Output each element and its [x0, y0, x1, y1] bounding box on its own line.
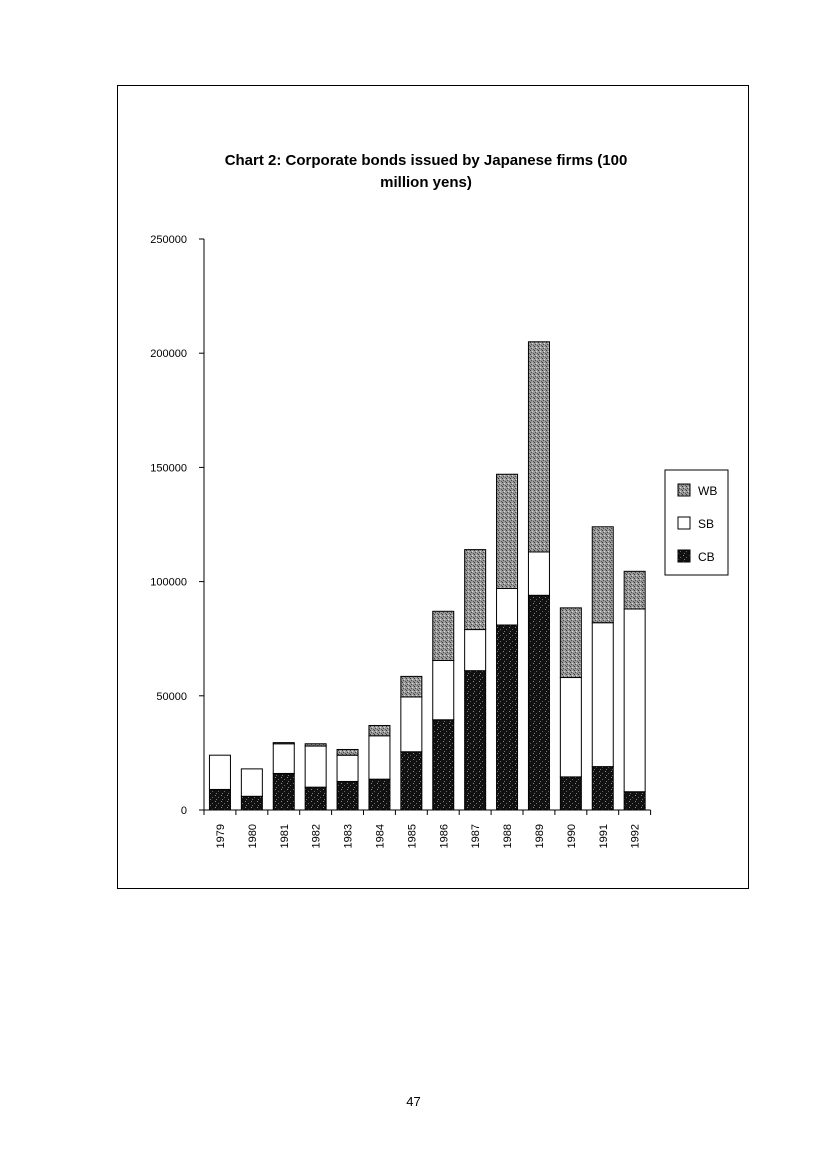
chart-title-line-1: Chart 2: Corporate bonds issued by Japanese firms (100 — [224, 152, 628, 169]
bar-sb-1982 — [305, 746, 326, 787]
bar-cb-1986 — [433, 720, 454, 810]
x-tick-label: 1989 — [533, 824, 546, 849]
legend-label-sb: SB — [698, 517, 715, 531]
bar-cb-1980 — [241, 796, 262, 810]
bar-cb-1988 — [497, 625, 518, 810]
bar-sb-1986 — [433, 660, 454, 719]
x-tick-label: 1986 — [438, 824, 451, 849]
bar-sb-1990 — [560, 678, 581, 777]
bar-wb-1991 — [592, 527, 613, 623]
bar-sb-1984 — [369, 736, 390, 779]
x-tick-label: 1987 — [470, 824, 483, 849]
x-tick-label: 1991 — [597, 824, 610, 849]
x-tick-label: 1992 — [629, 824, 642, 849]
bar-sb-1979 — [209, 755, 230, 789]
chart-frame — [117, 85, 749, 889]
bar-cb-1990 — [560, 777, 581, 810]
bar-sb-1988 — [497, 588, 518, 625]
bar-cb-1992 — [624, 792, 645, 810]
bar-cb-1979 — [209, 789, 230, 810]
bar-cb-1982 — [305, 787, 326, 810]
bar-sb-1983 — [337, 755, 358, 781]
y-tick-label: 250000 — [150, 234, 187, 246]
chart-title-line-2: million yens) — [380, 174, 472, 191]
legend-box — [665, 470, 728, 575]
plot-area — [150, 234, 650, 848]
bar-wb-1990 — [560, 608, 581, 678]
bar-cb-1987 — [465, 671, 486, 810]
bar-sb-1987 — [465, 630, 486, 671]
x-tick-label: 1983 — [342, 824, 355, 849]
bar-wb-1981 — [273, 743, 294, 744]
x-tick-label: 1980 — [246, 824, 259, 849]
bar-sb-1992 — [624, 609, 645, 792]
y-tick-label: 50000 — [156, 690, 187, 703]
bar-sb-1981 — [273, 744, 294, 774]
x-tick-label: 1988 — [502, 824, 515, 849]
legend-swatch-cb — [678, 550, 690, 562]
bar-wb-1989 — [528, 342, 549, 552]
page-number: 47 — [406, 1094, 421, 1109]
x-tick-label: 1982 — [310, 824, 323, 849]
x-tick-label: 1985 — [406, 824, 419, 849]
legend-label-cb: CB — [698, 550, 715, 564]
bar-cb-1985 — [401, 752, 422, 810]
legend-swatch-wb — [678, 484, 690, 496]
bar-cb-1991 — [592, 767, 613, 810]
legend-label-wb: WB — [698, 484, 718, 498]
legend-swatch-sb — [678, 517, 690, 529]
bar-sb-1991 — [592, 623, 613, 767]
bar-cb-1984 — [369, 779, 390, 810]
legend — [665, 470, 728, 575]
bar-sb-1989 — [528, 552, 549, 595]
bar-wb-1987 — [465, 550, 486, 630]
bar-wb-1992 — [624, 571, 645, 609]
bar-wb-1982 — [305, 744, 326, 746]
x-tick-label: 1990 — [565, 824, 578, 849]
x-tick-label: 1984 — [374, 824, 387, 849]
bar-cb-1983 — [337, 781, 358, 810]
bar-wb-1983 — [337, 749, 358, 755]
bar-cb-1989 — [528, 595, 549, 810]
chart — [118, 86, 750, 890]
y-tick-label: 200000 — [150, 348, 187, 361]
bar-sb-1980 — [241, 769, 262, 796]
bar-cb-1981 — [273, 773, 294, 810]
y-tick-label: 150000 — [150, 462, 187, 475]
bar-sb-1985 — [401, 697, 422, 752]
bar-wb-1984 — [369, 725, 390, 735]
bar-wb-1985 — [401, 676, 422, 697]
bar-wb-1986 — [433, 611, 454, 660]
y-tick-label: 0 — [180, 805, 187, 817]
y-tick-label: 100000 — [150, 576, 187, 589]
x-tick-label: 1981 — [278, 824, 291, 849]
bar-wb-1988 — [497, 474, 518, 588]
x-tick-label: 1979 — [214, 824, 227, 849]
